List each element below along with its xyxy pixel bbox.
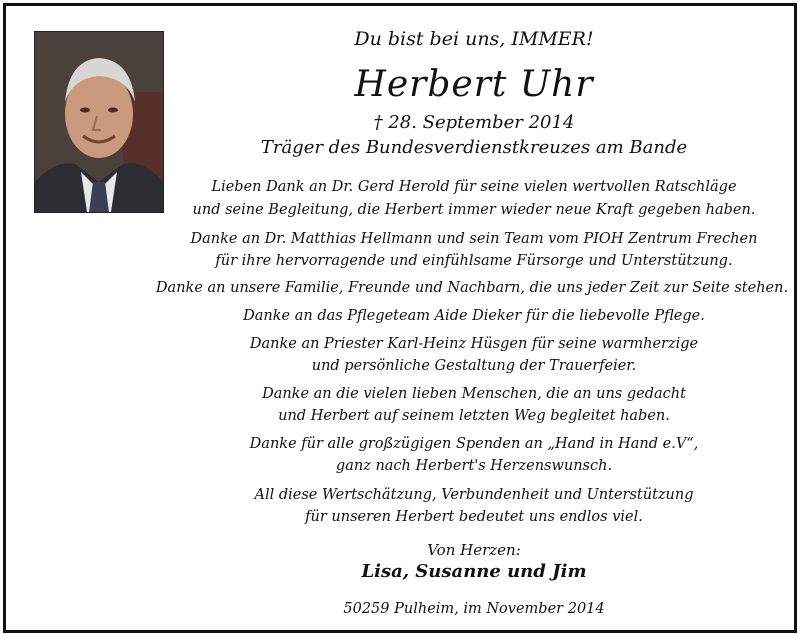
thanks-line: Danke für alle großzügigen Spenden an „Hand in Hand e.V“, (249, 436, 699, 452)
thanks-line: All diese Wertschätzung, Verbundenheit und Unterstützung (254, 487, 694, 503)
thanks-line: für ihre hervorragende und einfühlsame Fürsorge und Unterstützung. (215, 253, 733, 269)
honor-title: Träger des Bundesverdienstkreuzes am Bande (260, 137, 688, 158)
thanks-line: Danke an Dr. Matthias Hellmann und sein Team vom PIOH Zentrum Frechen (190, 231, 758, 247)
place-date: 50259 Pulheim, im November 2014 (343, 601, 605, 617)
signers: Lisa, Susanne und Jim (361, 561, 587, 582)
thanks-line: Danke an unsere Familie, Freunde und Nachbarn, die uns jeder Zeit zur Seite stehen. (155, 280, 789, 296)
thanks-line: und persönliche Gestaltung der Trauerfeier. (311, 358, 637, 374)
thanks-line: für unseren Herbert bedeutet uns endlos viel. (305, 509, 643, 525)
thanks-line: Lieben Dank an Dr. Gerd Herold für seine vielen wertvollen Ratschläge (211, 179, 737, 195)
deceased-name: Herbert Uhr (354, 64, 594, 105)
thanks-line: Danke an Priester Karl-Heinz Hüsgen für seine warmherzige (249, 336, 699, 352)
from-label: Von Herzen: (427, 541, 521, 559)
obituary-frame (3, 3, 797, 633)
thanks-line: ganz nach Herbert's Herzenswunsch. (335, 458, 613, 474)
thanks-line: Danke an das Pflegeteam Aide Dieker für die liebevolle Pflege. (243, 308, 705, 324)
death-date: † 28. September 2014 (373, 112, 575, 133)
portrait-photo (34, 31, 164, 213)
thanks-line: Danke an die vielen lieben Menschen, die an uns gedacht (262, 386, 686, 402)
thanks-line: und seine Begleitung, die Herbert immer wieder neue Kraft gegeben haben. (192, 202, 756, 218)
thanks-line: und Herbert auf seinem letzten Weg begleitet haben. (278, 408, 670, 424)
motto: Du bist bei uns, IMMER! (354, 28, 594, 50)
